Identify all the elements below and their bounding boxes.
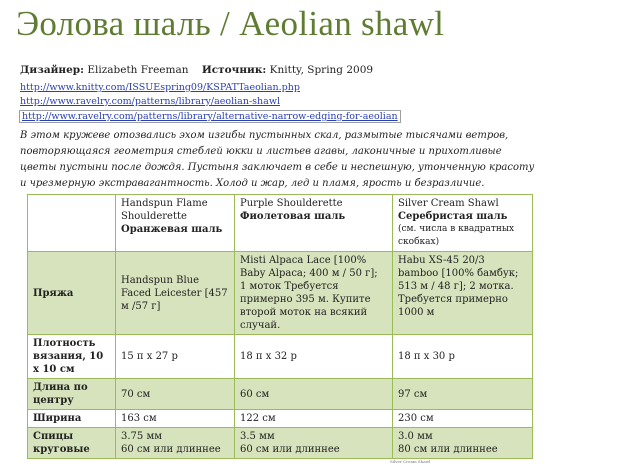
needle-length: 60 см или длиннее bbox=[240, 444, 340, 455]
description-line: и чрезмерную экстравагантность. Холод и жар, лед и пламя, ярость и безразличие. bbox=[20, 178, 485, 189]
table-row-width bbox=[28, 410, 533, 428]
credits bbox=[20, 64, 373, 76]
table-cell: 97 см bbox=[393, 379, 533, 410]
table-row-needles bbox=[28, 428, 533, 459]
table-cell: 163 см bbox=[116, 410, 235, 428]
designer-label: Дизайнер: bbox=[20, 64, 84, 76]
description-line: В этом кружеве отозвались эхом изгибы пустынных скал, размытые тысячами ветров, bbox=[20, 130, 509, 141]
needle-length: 80 см или длиннее bbox=[398, 444, 498, 455]
table-cell: 18 п х 30 р bbox=[393, 335, 533, 379]
source-label: Источник: bbox=[201, 64, 267, 76]
needle-size: 3.5 мм bbox=[240, 431, 275, 442]
table-cell: 18 п х 32 р bbox=[235, 335, 393, 379]
row-label: Плотность вязания, 10 х 10 см bbox=[28, 335, 116, 379]
source-name: Knitty, Spring 2009 bbox=[269, 64, 374, 76]
header-note: (см. числа в квадратных скобках) bbox=[398, 224, 515, 247]
table-row-gauge bbox=[28, 335, 533, 379]
ravelry-pattern-link[interactable]: http://www.ravelry.com/patterns/library/aeolian-shawl bbox=[20, 96, 280, 107]
table-cell: 70 см bbox=[116, 379, 235, 410]
spec-table bbox=[27, 194, 533, 459]
description-line: повторяющаяся геометрия стеблей юкки и листьев агавы, лаконичные и прихотливые bbox=[20, 146, 502, 157]
header-flame bbox=[116, 195, 235, 252]
row-label: Пряжа bbox=[28, 252, 116, 335]
page-title: Эолова шаль / Aeolian shawl bbox=[16, 4, 445, 43]
table-row-yarn bbox=[28, 252, 533, 335]
row-label: Спицы круговые bbox=[28, 428, 116, 459]
needle-size: 3.75 мм bbox=[121, 431, 163, 442]
description-line: цветы пустыни после дождя. Пустыня заключает в себе и неспешную, утонченную красоту bbox=[20, 162, 535, 173]
table-cell: 60 см bbox=[235, 379, 393, 410]
table-header-row bbox=[28, 195, 533, 252]
table-cell: 15 п х 27 р bbox=[116, 335, 235, 379]
table-cell: Handspun Blue Faced Leicester [457 м /57 г] bbox=[116, 252, 235, 335]
row-label: Длина по центру bbox=[28, 379, 116, 410]
empty-corner-cell bbox=[28, 195, 116, 252]
header-ru: Оранжевая шаль bbox=[121, 224, 223, 235]
description bbox=[20, 128, 560, 192]
needle-length: 60 см или длиннее bbox=[121, 444, 221, 455]
header-en: Silver Cream Shawl bbox=[398, 198, 499, 209]
ravelry-edging-link[interactable]: http://www.ravelry.com/patterns/library/alternative-narrow-edging-for-aeolian bbox=[19, 110, 401, 123]
table-cell: Misti Alpaca Lace [100% Baby Alpaca; 400 м / 50 г]; 1 моток Требуется примерно 395 м. Купите второй моток на всякий случай. bbox=[235, 252, 393, 335]
table-cell bbox=[393, 428, 533, 459]
designer-name: Elizabeth Freeman bbox=[87, 64, 189, 76]
header-en: Purple Shoulderette bbox=[240, 198, 343, 209]
row-label: Ширина bbox=[28, 410, 116, 428]
table-cell bbox=[116, 428, 235, 459]
header-en: Handspun Flame Shoulderette bbox=[121, 198, 208, 222]
table-cell: 122 см bbox=[235, 410, 393, 428]
table-row-length bbox=[28, 379, 533, 410]
header-ru: Серебристая шаль bbox=[398, 211, 508, 222]
header-silver bbox=[393, 195, 533, 252]
footnote: Silver Cream Shawl bbox=[390, 459, 431, 464]
header-purple bbox=[235, 195, 393, 252]
table-cell bbox=[235, 428, 393, 459]
needle-size: 3.0 мм bbox=[398, 431, 433, 442]
table-cell: 230 см bbox=[393, 410, 533, 428]
header-ru: Фиолетовая шаль bbox=[240, 211, 346, 222]
table-cell: Habu XS-45 20/3 bamboo [100% бамбук; 513 м / 48 г]; 2 мотка. Требуется примерно 1000 м bbox=[393, 252, 533, 335]
knitty-link[interactable]: http://www.knitty.com/ISSUEspring09/KSPATTaeolian.php bbox=[20, 82, 300, 93]
